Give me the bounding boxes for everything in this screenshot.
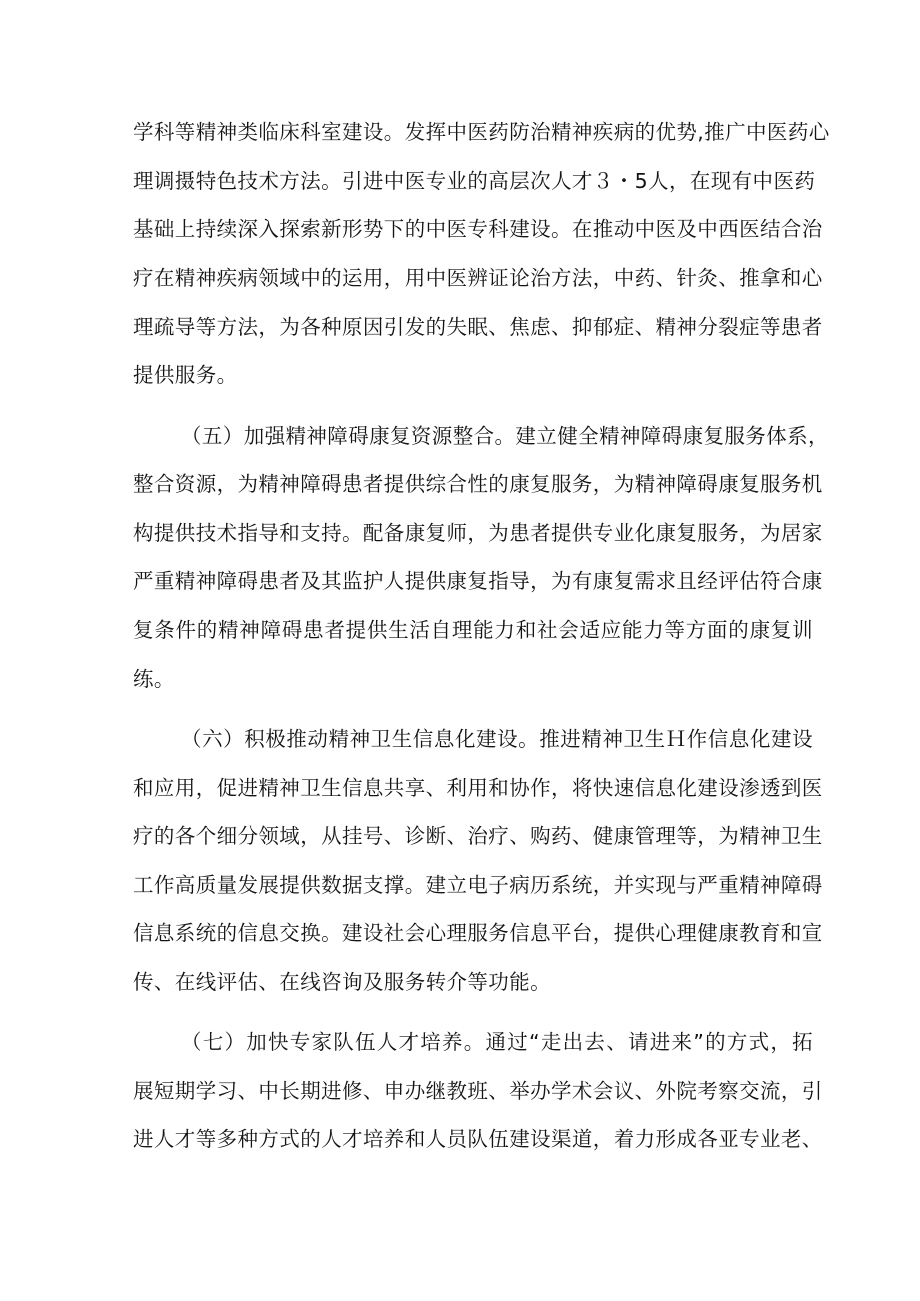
- text-line: 整合资源，为精神障碍患者提供综合性的康复服务，为精神障碍康复服务机: [133, 472, 823, 496]
- text-line: 进人才等多种方式的人才培养和人员队伍建设渠道，着力形成各亚专业老、: [133, 1127, 823, 1151]
- text-line: 严重精神障碍患者及其监护人提供康复指导，为有康复需求且经评估符合康: [133, 569, 823, 593]
- text-line: 展短期学习、中长期进修、申办继教班、举办学术会议、外院考察交流，引: [133, 1079, 823, 1103]
- paragraph-heading-line: （六）积极推动精神卫生信息化建设。推进精神卫生Ｈ作信息化建设: [181, 727, 813, 751]
- text-line: 疗的各个细分领域，从挂号、诊断、治疗、购药、健康管理等，为精神卫生: [133, 824, 823, 848]
- text-line: 理疏导等方法，为各种原因引发的失眠、焦虑、抑郁症、精神分裂症等患者: [133, 315, 823, 339]
- paragraph-heading-line: （七）加快专家队伍人才培养。通过“走出去、请进来”的方式，拓: [181, 1030, 813, 1054]
- text-line: 提供服务。: [133, 363, 238, 387]
- paragraph-heading-line: （五）加强精神障碍康复资源整合。建立健全精神障碍康复服务体系，: [181, 424, 829, 448]
- text-line: 理调摄特色技术方法。引进中医专业的高层次人才３・5人，在现有中医药: [133, 169, 816, 193]
- text-line: 复条件的精神障碍患者提供生活自理能力和社会适应能力等方面的康复训: [133, 618, 813, 642]
- text-line: 疗在精神疾病领域中的运用，用中医辨证论治方法，中药、针灸、推拿和心: [133, 266, 823, 290]
- text-line: 练。: [133, 667, 175, 691]
- text-line: 构提供技术指导和支持。配备康复师，为患者提供专业化康复服务，为居家: [133, 521, 823, 545]
- text-line: 和应用，促进精神卫生信息共享、利用和协作，将快速信息化建设渗透到医: [133, 776, 823, 800]
- text-line: 基础上持续深入探索新形势下的中医专科建设。在推动中医及中西医结合治: [133, 217, 823, 241]
- text-line: 学科等精神类临床科室建设。发挥中医药防治精神疾病的优势,推广中医药心: [133, 120, 830, 144]
- text-line: 传、在线评估、在线咨询及服务转介等功能。: [133, 970, 551, 994]
- text-line: 信息系统的信息交换。建设社会心理服务信息平台，提供心理健康教育和宣: [133, 921, 823, 945]
- text-line: 工作高质量发展提供数据支撑。建立电子病历系统，并实现与严重精神障碍: [133, 873, 823, 897]
